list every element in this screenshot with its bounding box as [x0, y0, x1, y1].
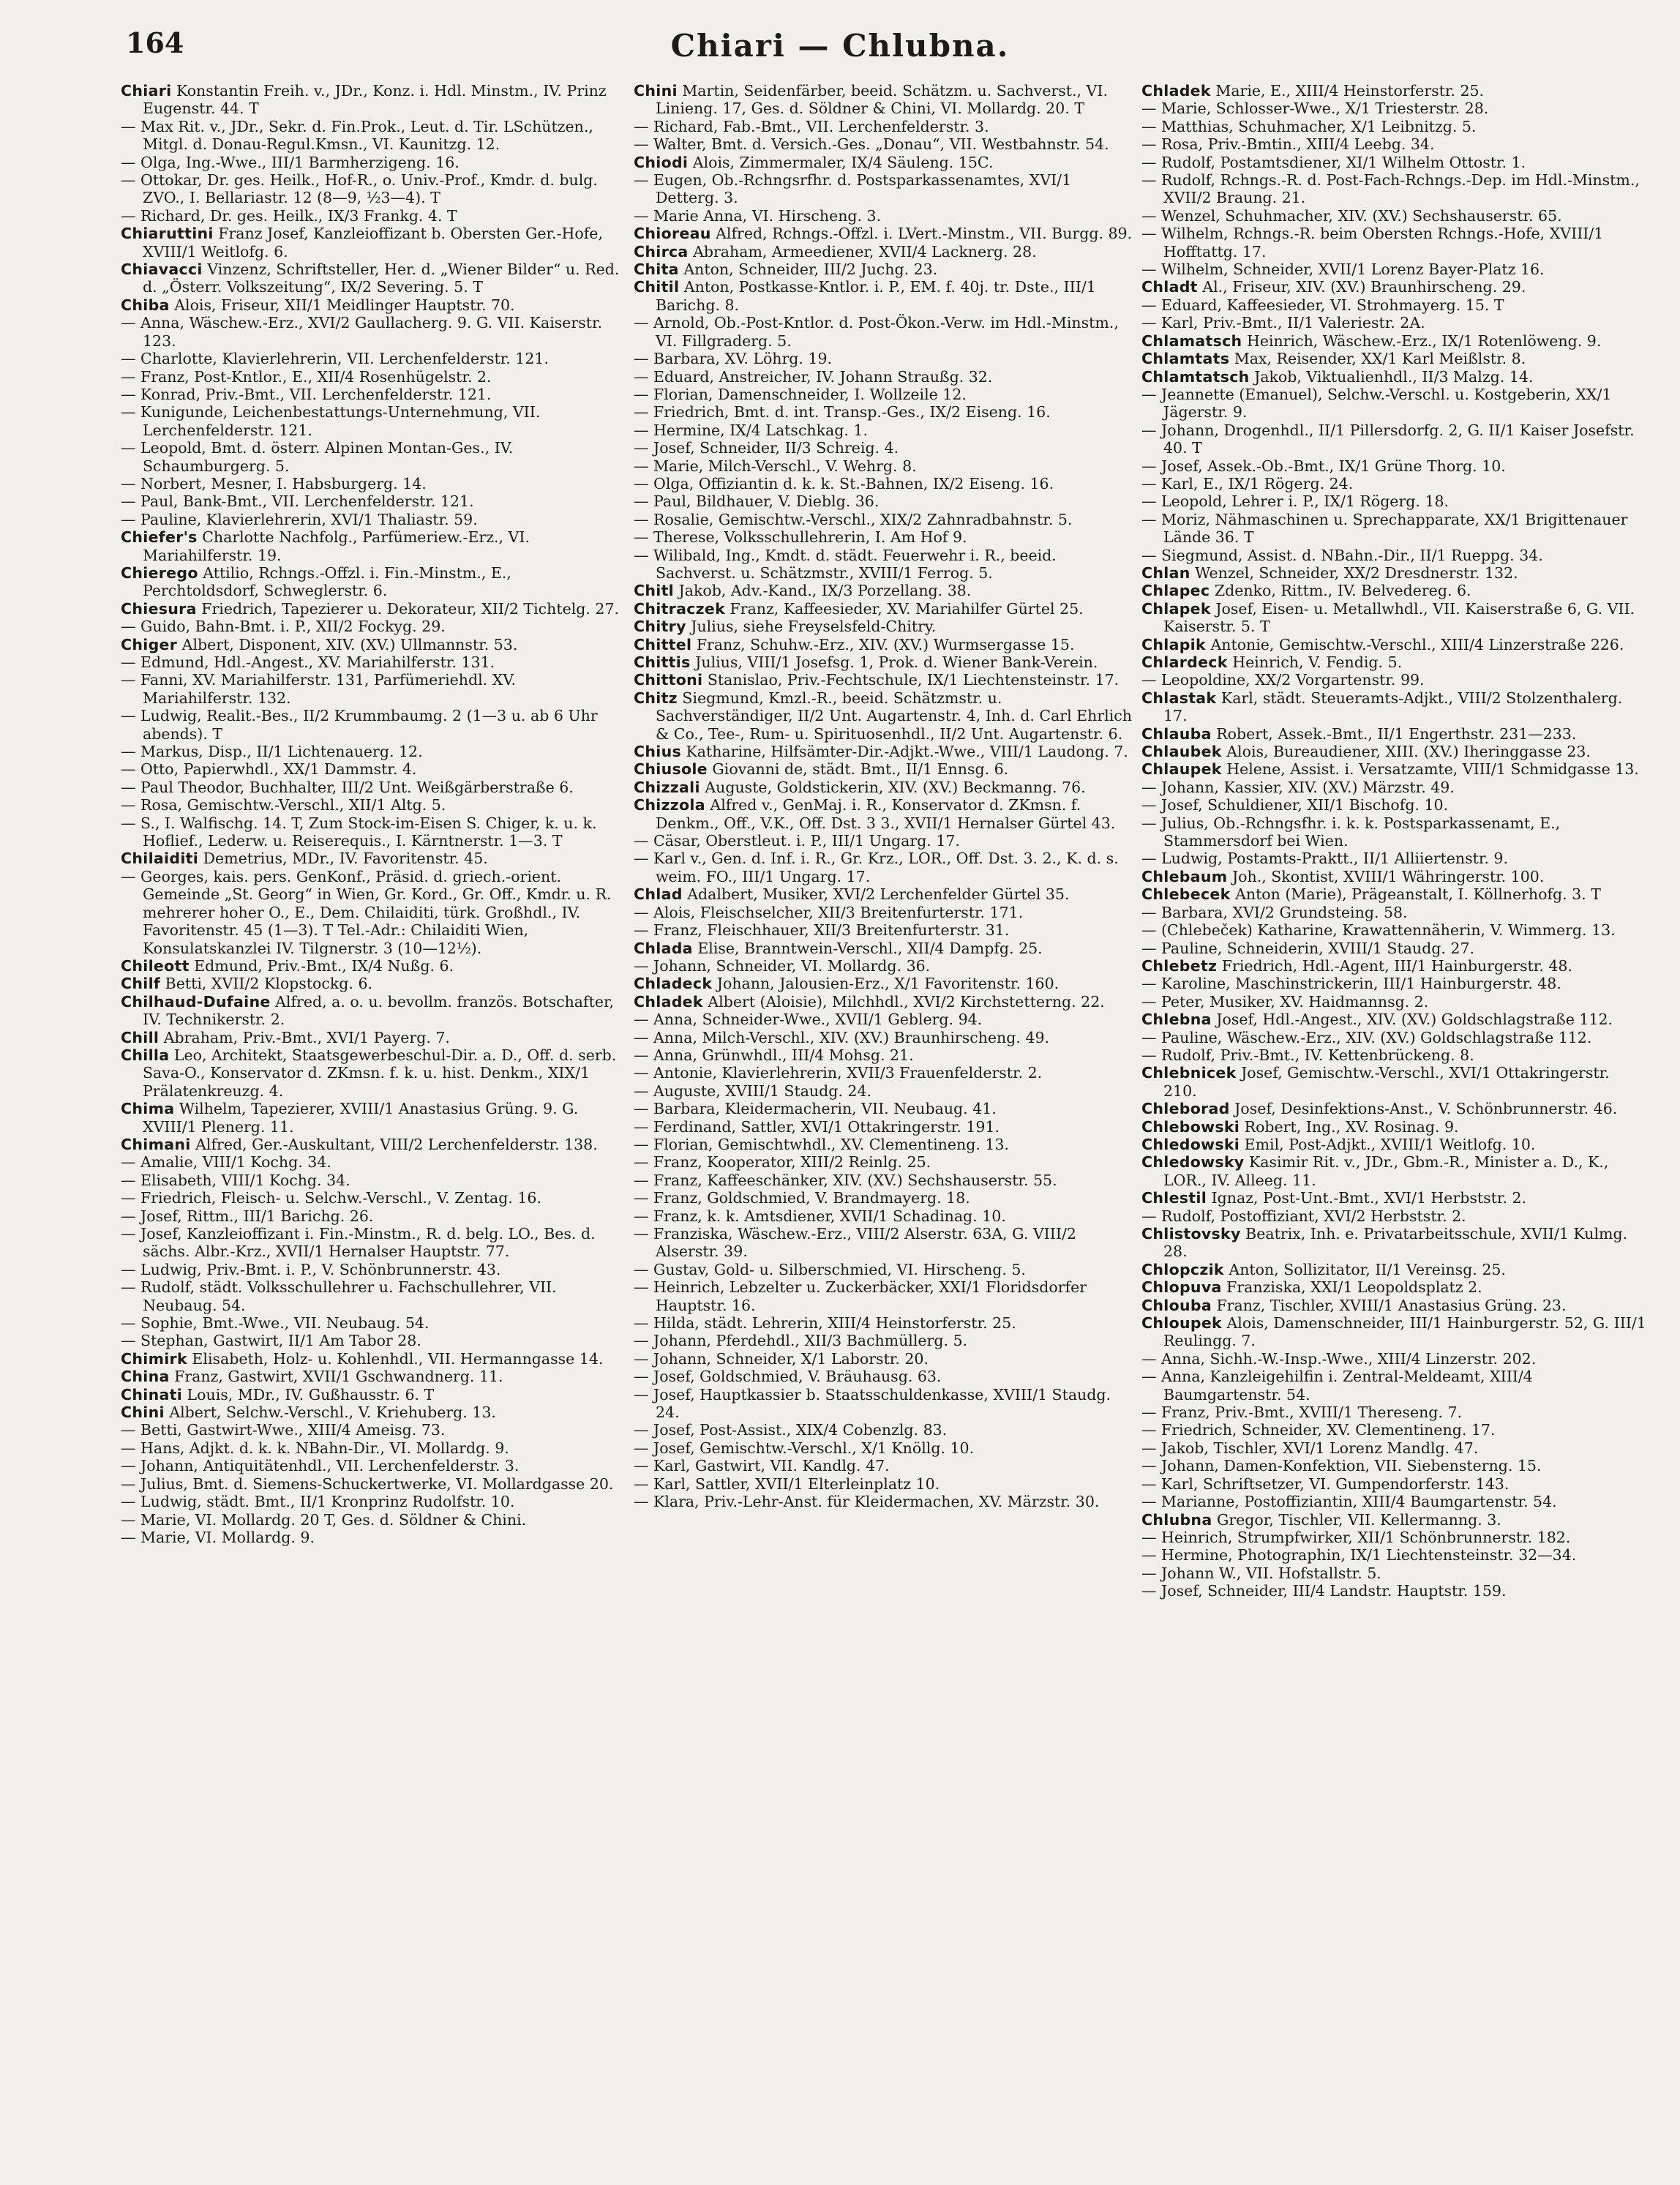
directory-entry: — Rosa, Priv.-Bmtin., XIII/4 Leebg. 34. — [1141, 135, 1435, 154]
directory-entry: Chitil Anton, Postkasse-Kntlor. i. P., EM. f. 40j. tr. Dste., III/1 Barichg. 8. — [634, 278, 1096, 314]
directory-entry: — Max Rit. v., JDr., Sekr. d. Fin.Prok., Leut. d. Tir. LSchützen., Mitgl. d. Donau-Regul.Kmsn., VI. Kaunitzg. 12. — [121, 117, 593, 154]
directory-entry: — Rosa, Gemischtw.-Verschl., XII/1 Altg. 5. — [121, 796, 446, 814]
directory-entry: Chlapek Josef, Eisen- u. Metallwhdl., VII. Kaiserstraße 6, G. VII. Kaiserstr. 5. T — [1141, 599, 1635, 636]
directory-entry: — Marie, Schlosser-Wwe., X/1 Triesterstr. 28. — [1141, 100, 1489, 118]
directory-entry: — Anna, Schneider-Wwe., XVII/1 Geblerg. 94. — [634, 1011, 983, 1029]
directory-entry: — Olga, Offiziantin d. k. k. St.-Bahnen, IX/2 Eiseng. 16. — [634, 474, 1054, 492]
directory-entry: Chimani Alfred, Ger.-Auskultant, VIII/2 Lerchenfelderstr. 138. — [121, 1135, 598, 1153]
page-number: 164 — [126, 26, 184, 59]
directory-entry: — Richard, Dr. ges. Heilk., IX/3 Frankg. 4. T — [121, 206, 457, 225]
directory-entry: — Kunigunde, Leichenbestattungs-Unternehmung, VII. Lerchenfelderstr. 121. — [121, 403, 541, 439]
directory-entry: Chlardeck Heinrich, V. Fendig. 5. — [1141, 653, 1403, 671]
directory-entry: Chilla Leo, Architekt, Staatsgewerbeschul-Dir. a. D., Off. d. serb. Sava-O., Konservator d. ZKmsn. f. k. u. hist. Denkm., XIX/1 Prälatenkreuzg. 4. — [121, 1046, 617, 1100]
directory-entry: — Anna, Milch-Verschl., XIV. (XV.) Braunhirscheng. 49. — [634, 1028, 1050, 1046]
directory-entry: Chlopuva Franziska, XXI/1 Leopoldsplatz 2. — [1141, 1278, 1482, 1297]
directory-entry: — Karl, Priv.-Bmt., II/1 Valeriestr. 2A. — [1141, 314, 1425, 332]
directory-entry: Chilhaud-Dufaine Alfred, a. o. u. bevollm. französ. Botschafter, IV. Technikerstr. 2. — [121, 992, 615, 1029]
directory-entry: — Josef, Goldschmied, V. Bräuhausg. 63. — [634, 1368, 942, 1386]
directory-entry: — Anna, Sichh.-W.-Insp.-Wwe., XIII/4 Linzerstr. 202. — [1141, 1349, 1537, 1368]
directory-entry: — Ludwig, Priv.-Bmt. i. P., V. Schönbrunnerstr. 43. — [121, 1260, 501, 1278]
directory-entry: Chitraczek Franz, Kaffeesieder, XV. Mariahilfer Gürtel 25. — [634, 599, 1084, 618]
directory-entry: — Ludwig, Postamts-Praktt., II/1 Alliiertenstr. 9. — [1141, 850, 1508, 868]
directory-entry: — Barbara, Kleidermacherin, VII. Neubaug. 41. — [634, 1100, 997, 1118]
directory-entry: — Peter, Musiker, XV. Haidmannsg. 2. — [1141, 992, 1429, 1011]
directory-entry: Chitl Jakob, Adv.-Kand., IX/3 Porzellang. 38. — [634, 582, 972, 600]
directory-entry: — Hilda, städt. Lehrerin, XIII/4 Heinstorferstr. 25. — [634, 1314, 1016, 1333]
directory-entry: — Barbara, XVI/2 Grundsteing. 58. — [1141, 903, 1408, 921]
directory-entry: — Matthias, Schuhmacher, X/1 Leibnitzg. 5. — [1141, 117, 1477, 135]
directory-entry: — Therese, Volksschullehrerin, I. Am Hof 9. — [634, 528, 967, 547]
directory-entry: — Marie Anna, VI. Hirscheng. 3. — [634, 206, 882, 225]
directory-entry: — Charlotte, Klavierlehrerin, VII. Lerchenfelderstr. 121. — [121, 350, 549, 368]
directory-entry: — Hermine, Photographin, IX/1 Liechtensteinstr. 32—34. — [1141, 1546, 1577, 1564]
directory-entry: — Marie, VI. Mollardg. 9. — [121, 1528, 315, 1546]
directory-entry: Chledowski Emil, Post-Adjkt., XVIII/1 Weitlofg. 10. — [1141, 1135, 1536, 1153]
directory-entry: Chima Wilhelm, Tapezierer, XVIII/1 Anastasius Grüng. 9. G. XVIII/1 Plenerg. 11. — [121, 1100, 579, 1136]
directory-entry: Chlan Wenzel, Schneider, XX/2 Dresdnerstr. 132. — [1141, 563, 1518, 582]
directory-entry: — Franz, Post-Kntlor., E., XII/4 Rosenhügelstr. 2. — [121, 367, 492, 386]
directory-entry: — Betti, Gastwirt-Wwe., XIII/4 Ameisg. 73. — [121, 1421, 446, 1439]
directory-entry: — Rudolf, Rchngs.-R. d. Post-Fach-Rchngs.-Dep. im Hdl.-Minstm., XVII/2 Braung. 21. — [1141, 171, 1640, 207]
directory-entry: — Otto, Papierwhdl., XX/1 Dammstr. 4. — [121, 760, 417, 779]
directory-entry: Chinati Louis, MDr., IV. Gußhausstr. 6. T — [121, 1385, 435, 1403]
directory-entry: — Heinrich, Strumpfwirker, XII/1 Schönbrunnerstr. 182. — [1141, 1528, 1571, 1546]
directory-entry: Chlaupek Helene, Assist. i. Versatzamte, VIII/1 Schmidgasse 13. — [1141, 760, 1639, 779]
directory-entry: — Gustav, Gold- u. Silberschmied, VI. Hirscheng. 5. — [634, 1260, 1026, 1278]
directory-entry: — Paul, Bank-Bmt., VII. Lerchenfelderstr. 121. — [121, 492, 474, 511]
directory-entry: Chlubna Gregor, Tischler, VII. Kellermanng. 3. — [1141, 1510, 1501, 1529]
directory-entry: — Ottokar, Dr. ges. Heilk., Hof-R., o. Univ.-Prof., Kmdr. d. bulg. ZVO., I. Bellariastr. 12 (8—9, ½3—4). T — [121, 171, 598, 207]
directory-entry: — Richard, Fab.-Bmt., VII. Lerchenfelderstr. 3. — [634, 117, 989, 135]
directory-entry: — Fanni, XV. Mariahilferstr. 131, Parfümeriehdl. XV. Mariahilferstr. 132. — [121, 671, 517, 707]
directory-entry: Chlapik Antonie, Gemischtw.-Verschl., XIII/4 Linzerstraße 226. — [1141, 635, 1624, 653]
directory-entry: — Johann, Antiquitätenhdl., VII. Lerchenfelderstr. 3. — [121, 1457, 520, 1475]
directory-entry: Chlebowski Robert, Ing., XV. Rosinag. 9. — [1141, 1117, 1459, 1136]
page-title: Chiari — Chlubna. — [670, 28, 1010, 64]
directory-entry: Chiavacci Vinzenz, Schriftsteller, Her. d. „Wiener Bilder“ u. Red. d. „Österr. Volkszeitung“, IX/2 Severing. 5. T — [121, 261, 620, 296]
directory-entry: Chlapec Zdenko, Rittm., IV. Belvedereg. 6. — [1141, 582, 1471, 600]
directory-entry: — Karl, Gastwirt, VII. Kandlg. 47. — [634, 1457, 890, 1475]
directory-entry: Chita Anton, Schneider, III/2 Juchg. 23. — [634, 261, 938, 279]
directory-entry: — Olga, Ing.-Wwe., III/1 Barmherzigeng. 16. — [121, 153, 460, 171]
directory-entry: — Leopold, Lehrer i. P., IX/1 Rögerg. 18. — [1141, 492, 1449, 511]
directory-entry: — Eduard, Kaffeesieder, VI. Strohmayerg. 15. T — [1141, 296, 1504, 314]
directory-entry: Chlaubek Alois, Bureaudiener, XIII. (XV.) Iheringgasse 23. — [1141, 743, 1591, 761]
directory-entry: Chlestil Ignaz, Post-Unt.-Bmt., XVI/1 Herbststr. 2. — [1141, 1189, 1527, 1207]
directory-entry: — Franz, Kooperator, XIII/2 Reinlg. 25. — [634, 1153, 931, 1172]
directory-entry: Chlopczik Anton, Sollizitator, II/1 Vereinsg. 25. — [1141, 1260, 1506, 1278]
directory-entry: Chill Abraham, Priv.-Bmt., XVI/1 Payerg. 7. — [121, 1028, 450, 1046]
directory-entry: — Josef, Hauptkassier b. Staatsschuldenkasse, XVIII/1 Staudg. 24. — [634, 1385, 1111, 1422]
directory-entry: — Karoline, Maschinstrickerin, III/1 Hainburgerstr. 48. — [1141, 975, 1561, 993]
directory-entry: — Karl, Sattler, XVII/1 Elterleinplatz 10. — [634, 1474, 940, 1493]
directory-entry: Chlamatsch Heinrich, Wäschew.-Erz., IX/1 Rotenlöweng. 9. — [1141, 331, 1602, 350]
directory-entry: — Josef, Schuldiener, XII/1 Bischofg. 10. — [1141, 796, 1449, 814]
directory-entry: Chiari Konstantin Freih. v., JDr., Konz. i. Hdl. Minstm., IV. Prinz Eugenstr. 44. T — [121, 82, 607, 118]
directory-entry: — Franziska, Wäschew.-Erz., VIII/2 Alserstr. 63A, G. VIII/2 Alserstr. 39. — [634, 1225, 1076, 1261]
directory-entry: — Wilhelm, Schneider, XVII/1 Lorenz Bayer-Platz 16. — [1141, 261, 1545, 279]
directory-entry: Chiesura Friedrich, Tapezierer u. Dekorateur, XII/2 Tichtelg. 27. — [121, 599, 620, 618]
directory-entry: Chlada Elise, Branntwein-Verschl., XII/4 Dampfg. 25. — [634, 939, 1043, 957]
directory-entry: — Eduard, Anstreicher, IV. Johann Straußg. 32. — [634, 367, 993, 386]
directory-entry: — Julius, Ob.-Rchngsfhr. i. k. k. Postsparkassenamt, E., Stammersdorf bei Wien. — [1141, 814, 1561, 850]
directory-entry: — Auguste, XVIII/1 Staudg. 24. — [634, 1082, 872, 1100]
directory-entry: — Friedrich, Bmt. d. int. Transp.-Ges., IX/2 Eiseng. 16. — [634, 403, 1051, 421]
directory-entry: Chiodi Alois, Zimmermaler, IX/4 Säuleng. 15C. — [634, 153, 994, 171]
directory-entry: Chittoni Stanislao, Priv.-Fechtschule, IX/1 Liechtensteinstr. 17. — [634, 671, 1120, 689]
directory-entry: — Pauline, Schneiderin, XVIII/1 Staudg. 27. — [1141, 939, 1475, 957]
column-left — [121, 82, 626, 2167]
directory-entry: — Florian, Damenschneider, I. Wollzeile 12. — [634, 385, 967, 403]
directory-entry: — Wilibald, Ing., Kmdt. d. städt. Feuerwehr i. R., beeid. Sachverst. u. Schätzmstr., XVIII/1 Ferrog. 5. — [634, 546, 1057, 582]
directory-entry: — Johann, Pferdehdl., XII/3 Bachmüllerg. 5. — [634, 1332, 968, 1350]
directory-entry: Chladt Al., Friseur, XIV. (XV.) Braunhirscheng. 29. — [1141, 278, 1526, 296]
directory-entry: Chlauba Robert, Assek.-Bmt., II/1 Engerthstr. 231—233. — [1141, 724, 1577, 743]
directory-entry: Chlebaum Joh., Skontist, XVIII/1 Währingerstr. 100. — [1141, 867, 1545, 885]
directory-entry: — Johann, Schneider, X/1 Laborstr. 20. — [634, 1349, 929, 1368]
directory-entry: — Jeannette (Emanuel), Selchw.-Verschl. u. Kostgeberin, XX/1 Jägerstr. 9. — [1141, 385, 1612, 421]
directory-entry: — Siegmund, Assist. d. NBahn.-Dir., II/1 Rueppg. 34. — [1141, 546, 1543, 564]
directory-entry: Chilf Betti, XVII/2 Klopstockg. 6. — [121, 975, 373, 993]
column-middle — [634, 82, 1139, 2167]
directory-entry: — Klara, Priv.-Lehr-Anst. für Kleidermachen, XV. Märzstr. 30. — [634, 1493, 1100, 1511]
directory-entry: — Karl, E., IX/1 Rögerg. 24. — [1141, 474, 1354, 492]
directory-entry: — Josef, Schneider, III/4 Landstr. Hauptstr. 159. — [1141, 1582, 1507, 1600]
directory-entry: Chladeck Johann, Jalousien-Erz., X/1 Favoritenstr. 160. — [634, 975, 1060, 993]
directory-entry: — Franz, Fleischhauer, XII/3 Breitenfurterstr. 31. — [634, 921, 1010, 940]
directory-entry: — Johann W., VII. Hofstallstr. 5. — [1141, 1564, 1381, 1582]
directory-entry: — Eugen, Ob.-Rchngsrfhr. d. Postsparkassenamtes, XVI/1 Detterg. 3. — [634, 171, 1072, 207]
directory-entry: — Leopoldine, XX/2 Vorgartenstr. 99. — [1141, 671, 1425, 689]
directory-entry: — Ludwig, Realit.-Bes., II/2 Krummbaumg. 2 (1—3 u. ab 6 Uhr abends). T — [121, 707, 598, 743]
directory-entry: Chlistovsky Beatrix, Inh. e. Privatarbeitsschule, XVII/1 Kulmg. 28. — [1141, 1225, 1628, 1261]
directory-entry: Chizzola Alfred v., GenMaj. i. R., Konservator d. ZKmsn. f. Denkm., Off., V.K., Off. Dst. 3 3., XVII/1 Hernalser Gürtel 43. — [634, 796, 1116, 832]
directory-entry: Chittis Julius, VIII/1 Josefsg. 1, Prok. d. Wiener Bank-Verein. — [634, 653, 1098, 671]
directory-entry: Chitry Julius, siehe Freyselsfeld-Chitry. — [634, 618, 937, 636]
column-right — [1141, 82, 1646, 2167]
directory-entry: Chini Martin, Seidenfärber, beeid. Schätzm. u. Sachverst., VI. Linieng. 17, Ges. d. Söldner & Chini, VI. Mollardg. 20. T — [634, 82, 1108, 118]
directory-entry: Chlebnicek Josef, Gemischtw.-Verschl., XVI/1 Ottakringerstr. 210. — [1141, 1064, 1610, 1100]
directory-entry: — Florian, Gemischtwhdl., XV. Clementineng. 13. — [634, 1135, 1009, 1153]
directory-entry: — Arnold, Ob.-Post-Kntlor. d. Post-Ökon.-Verw. im Hdl.-Minstm., VI. Fillgraderg. 5. — [634, 314, 1119, 350]
directory-entry: — Karl v., Gen. d. Inf. i. R., Gr. Krz., LOR., Off. Dst. 3. 2., K. d. s. weim. FO., III/1 Ungarg. 17. — [634, 850, 1119, 885]
directory-entry: — Rudolf, Postoffiziant, XVI/2 Herbststr. 2. — [1141, 1207, 1466, 1225]
directory-entry: — Franz, Goldschmied, V. Brandmayerg. 18. — [634, 1189, 970, 1207]
directory-entry: Chiaruttini Franz Josef, Kanzleioffizant b. Obersten Ger.-Hofe, XVIII/1 Weitlofg. 6. — [121, 225, 603, 261]
directory-entry: — Antonie, Klavierlehrerin, XVII/3 Frauenfelderstr. 2. — [634, 1064, 1043, 1082]
directory-entry: — Marie, Milch-Verschl., V. Wehrg. 8. — [634, 457, 917, 475]
directory-entry: — Hans, Adjkt. d. k. k. NBahn-Dir., VI. Mollardg. 9. — [121, 1439, 509, 1457]
directory-entry: — Johann, Drogenhdl., II/1 Pillersdorfg. 2, G. II/1 Kaiser Josefstr. 40. T — [1141, 421, 1635, 457]
directory-entry: Chiusole Giovanni de, städt. Bmt., II/1 Ennsg. 6. — [634, 760, 1009, 779]
directory-entry: — Josef, Kanzleioffizant i. Fin.-Minstm., R. d. belg. LO., Bes. d. sächs. Albr.-Krz., XVII/1 Hernalser Hauptstr. 77. — [121, 1225, 596, 1261]
directory-entry: — Sophie, Bmt.-Wwe., VII. Neubaug. 54. — [121, 1314, 430, 1333]
directory-entry: — Anna, Grünwhdl., III/4 Mohsg. 21. — [634, 1046, 914, 1064]
directory-entry: Chileott Edmund, Priv.-Bmt., IX/4 Nußg. 6. — [121, 956, 454, 975]
directory-entry: — Franz, Priv.-Bmt., XVIII/1 Thereseng. 7. — [1141, 1403, 1462, 1422]
directory-entry: — Marianne, Postoffiziantin, XIII/4 Baumgartenstr. 54. — [1141, 1493, 1557, 1511]
directory-entry: Chlastak Karl, städt. Steueramts-Adjkt., VIII/2 Stolzenthalerg. 17. — [1141, 689, 1623, 725]
directory-entry: — Moriz, Nähmaschinen u. Sprechapparate, XX/1 Brigittenauer Lände 36. T — [1141, 510, 1628, 547]
directory-entry: Chlebna Josef, Hdl.-Angest., XIV. (XV.) Goldschlagstraße 112. — [1141, 1011, 1613, 1029]
directory-entry: Chizzali Auguste, Goldstickerin, XIV. (XV.) Beckmanng. 76. — [634, 778, 1086, 796]
directory-entry: — Markus, Disp., II/1 Lichtenauerg. 12. — [121, 743, 423, 761]
directory-entry: — Amalie, VIII/1 Kochg. 34. — [121, 1153, 331, 1172]
directory-entry: — Barbara, XV. Löhrg. 19. — [634, 350, 833, 368]
directory-entry: — S., I. Walfischg. 14. T, Zum Stock-im-Eisen S. Chiger, k. u. k. Hoflief., Lederw. u. Reiserequis., I. Kärntnerstr. 1—3. T — [121, 814, 597, 850]
directory-entry: Chlamtatsch Jakob, Viktualienhdl., II/3 Malzg. 14. — [1141, 367, 1534, 386]
directory-entry: — Alois, Fleischselcher, XII/3 Breitenfurterstr. 171. — [634, 903, 1024, 921]
directory-entry: — Elisabeth, VIII/1 Kochg. 34. — [121, 1171, 350, 1189]
directory-entry: — Anna, Kanzleigehilfin i. Zentral-Meldeamt, XIII/4 Baumgartenstr. 54. — [1141, 1368, 1533, 1403]
directory-entry: Chladek Marie, E., XIII/4 Heinstorferstr. 25. — [1141, 82, 1485, 100]
directory-entry: Chierego Attilio, Rchngs.-Offzl. i. Fin.-Minstm., E., Perchtoldsdorf, Schweglerstr. 6. — [121, 563, 511, 600]
directory-entry: — Josef, Schneider, II/3 Schreig. 4. — [634, 439, 899, 457]
directory-entry: — Jakob, Tischler, XVI/1 Lorenz Mandlg. 47. — [1141, 1439, 1479, 1457]
directory-entry: Chioreau Alfred, Rchngs.-Offzl. i. LVert.-Minstm., VII. Burgg. 89. — [634, 225, 1133, 243]
directory-entry: — Julius, Bmt. d. Siemens-Schuckertwerke, VI. Mollardgasse 20. — [121, 1474, 614, 1493]
directory-entry: — Rosalie, Gemischtw.-Verschl., XIX/2 Zahnradbahnstr. 5. — [634, 510, 1073, 528]
directory-entry: — Stephan, Gastwirt, II/1 Am Tabor 28. — [121, 1332, 421, 1350]
directory-entry: — Karl, Schriftsetzer, VI. Gumpendorferstr. 143. — [1141, 1474, 1510, 1493]
directory-entry: — Johann, Damen-Konfektion, VII. Siebensterng. 15. — [1141, 1457, 1542, 1475]
directory-entry: — Ferdinand, Sattler, XVI/1 Ottakringerstr. 191. — [634, 1117, 1000, 1136]
directory-entry: Chini Albert, Selchw.-Verschl., V. Kriehuberg. 13. — [121, 1403, 496, 1422]
directory-entry: — Josef, Post-Assist., XIX/4 Cobenzlg. 83. — [634, 1421, 948, 1439]
directory-entry: Chledowsky Kasimir Rit. v., JDr., Gbm.-R., Minister a. D., K., LOR., IV. Alleeg. 11. — [1141, 1153, 1609, 1189]
directory-entry: — Walter, Bmt. d. Versich.-Ges. „Donau“, VII. Westbahnstr. 54. — [634, 135, 1109, 154]
directory-entry: — Ludwig, städt. Bmt., II/1 Kronprinz Rudolfstr. 10. — [121, 1493, 515, 1511]
directory-entry: — Paul Theodor, Buchhalter, III/2 Unt. Weißgärberstraße 6. — [121, 778, 574, 796]
directory-entry: — Rudolf, Postamtsdiener, XI/1 Wilhelm Ottostr. 1. — [1141, 153, 1526, 171]
directory-entry: Chitz Siegmund, Kmzl.-R., beeid. Schätzmstr. u. Sachverständiger, II/2 Unt. Augartenstr. 4, Inh. d. Carl Ehrlich & Co., Tee-, Rum- u. Spirituosenhdl., II/2 Unt. Augartenstr. 6. — [634, 689, 1132, 743]
directory-entry: — Norbert, Mesner, I. Habsburgerg. 14. — [121, 474, 427, 492]
directory-entry: Chimirk Elisabeth, Holz- u. Kohlenhdl., VII. Hermanngasse 14. — [121, 1349, 604, 1368]
directory-entry: — Josef, Rittm., III/1 Barichg. 26. — [121, 1207, 374, 1225]
directory-entry: — Leopold, Bmt. d. österr. Alpinen Montan-Ges., IV. Schaumburgerg. 5. — [121, 439, 514, 475]
directory-entry: — Edmund, Hdl.-Angest., XV. Mariahilferstr. 131. — [121, 653, 495, 671]
directory-entry: Chilaiditi Demetrius, MDr., IV. Favoritenstr. 45. — [121, 850, 488, 868]
directory-entry: Chius Katharine, Hilfsämter-Dir.-Adjkt.-Wwe., VIII/1 Laudong. 7. — [634, 743, 1128, 761]
directory-entry: — Rudolf, städt. Volksschullehrer u. Fachschullehrer, VII. Neubaug. 54. — [121, 1278, 557, 1314]
directory-entry: Chloupek Alois, Damenschneider, III/1 Hainburgerstr. 52, G. III/1 Reulingg. 7. — [1141, 1314, 1646, 1350]
directory-entry: — Wenzel, Schuhmacher, XIV. (XV.) Sechshauserstr. 65. — [1141, 206, 1562, 225]
directory-entry: Chlebecek Anton (Marie), Prägeanstalt, I. Köllnerhofg. 3. T — [1141, 885, 1601, 904]
directory-entry: Chiefer's Charlotte Nachfolg., Parfümeriew.-Erz., VI. Mariahilferstr. 19. — [121, 528, 530, 564]
directory-entry: — Pauline, Wäschew.-Erz., XIV. (XV.) Goldschlagstraße 112. — [1141, 1028, 1592, 1046]
directory-entry: — Franz, Kaffeeschänker, XIV. (XV.) Sechshauserstr. 55. — [634, 1171, 1057, 1189]
directory-entry: — Wilhelm, Rchngs.-R. beim Obersten Rchngs.-Hofe, XVIII/1 Hofftattg. 17. — [1141, 225, 1604, 261]
directory-entry: — Hermine, IX/4 Latschkag. 1. — [634, 421, 868, 439]
directory-entry: — Heinrich, Lebzelter u. Zuckerbäcker, XXI/1 Floridsdorfer Hauptstr. 16. — [634, 1278, 1087, 1314]
directory-entry: China Franz, Gastwirt, XVII/1 Gschwandnerg. 11. — [121, 1368, 503, 1386]
directory-entry: — Johann, Schneider, VI. Mollardg. 36. — [634, 956, 931, 975]
directory-entry: Chiba Alois, Friseur, XII/1 Meidlinger Hauptstr. 70. — [121, 296, 515, 314]
directory-entry: Chirca Abraham, Armeediener, XVII/4 Lacknerg. 28. — [634, 242, 1037, 261]
directory-entry: — Johann, Kassier, XIV. (XV.) Märzstr. 49. — [1141, 778, 1455, 796]
directory-entry: Chlebetz Friedrich, Hdl.-Agent, III/1 Hainburgerstr. 48. — [1141, 956, 1572, 975]
directory-entry: — Pauline, Klavierlehrerin, XVI/1 Thaliastr. 59. — [121, 510, 478, 528]
directory-entry: Chlouba Franz, Tischler, XVIII/1 Anastasius Grüng. 23. — [1141, 1296, 1567, 1314]
directory-entry: Chittel Franz, Schuhw.-Erz., XIV. (XV.) Wurmsergasse 15. — [634, 635, 1075, 653]
directory-entry: — Cäsar, Oberstleut. i. P., III/1 Ungarg. 17. — [634, 832, 960, 850]
directory-entry: Chleborad Josef, Desinfektions-Anst., V. Schönbrunnerstr. 46. — [1141, 1100, 1618, 1118]
directory-entry: Chlamtats Max, Reisender, XX/1 Karl Meißlstr. 8. — [1141, 350, 1526, 368]
directory-entry: — (Chlebeček) Katharine, Krawattennäherin, V. Wimmerg. 13. — [1141, 921, 1616, 940]
directory-entry: Chlad Adalbert, Musiker, XVI/2 Lerchenfelder Gürtel 35. — [634, 885, 1070, 904]
directory-entry: — Anna, Wäschew.-Erz., XVI/2 Gaullacherg. 9. G. VII. Kaiserstr. 123. — [121, 314, 603, 350]
directory-entry: Chladek Albert (Aloisie), Milchhdl., XVI/2 Kirchstetterng. 22. — [634, 992, 1105, 1011]
directory-entry: — Konrad, Priv.-Bmt., VII. Lerchenfelderstr. 121. — [121, 385, 492, 403]
directory-entry: — Friedrich, Fleisch- u. Selchw.-Verschl., V. Zentag. 16. — [121, 1189, 541, 1207]
directory-entry: — Guido, Bahn-Bmt. i. P., XII/2 Fockyg. 29. — [121, 618, 446, 636]
directory-entry: — Friedrich, Schneider, XV. Clementineng. 17. — [1141, 1421, 1496, 1439]
directory-entry: — Georges, kais. pers. GenKonf., Präsid. d. griech.-orient. Gemeinde „St. Georg“ in Wien, Gr. Kord., Gr. Off., Kmdr. u. R. mehrerer hoher O., E., Dem. Chilaiditi, türk. Großhdl., IV. Favoritenstr. 45 (1—3). T Tel.-Adr.: Chilaiditi Wien, Konsulatskanzlei IV. Tilgnerstr. 3 (10—12½). — [121, 867, 612, 957]
directory-entry: — Franz, k. k. Amtsdiener, XVII/1 Schadinag. 10. — [634, 1207, 1006, 1225]
directory-entry: — Rudolf, Priv.-Bmt., IV. Kettenbrückeng. 8. — [1141, 1046, 1474, 1064]
directory-entry: — Marie, VI. Mollardg. 20 T, Ges. d. Söldner & Chini. — [121, 1510, 527, 1529]
directory-entry: — Josef, Gemischtw.-Verschl., X/1 Knöllg. 10. — [634, 1439, 975, 1457]
directory-entry: — Josef, Assek.-Ob.-Bmt., IX/1 Grüne Thorg. 10. — [1141, 457, 1506, 475]
directory-entry: — Paul, Bildhauer, V. Dieblg. 36. — [634, 492, 880, 511]
directory-entry: Chiger Albert, Disponent, XIV. (XV.) Ullmannstr. 53. — [121, 635, 518, 653]
